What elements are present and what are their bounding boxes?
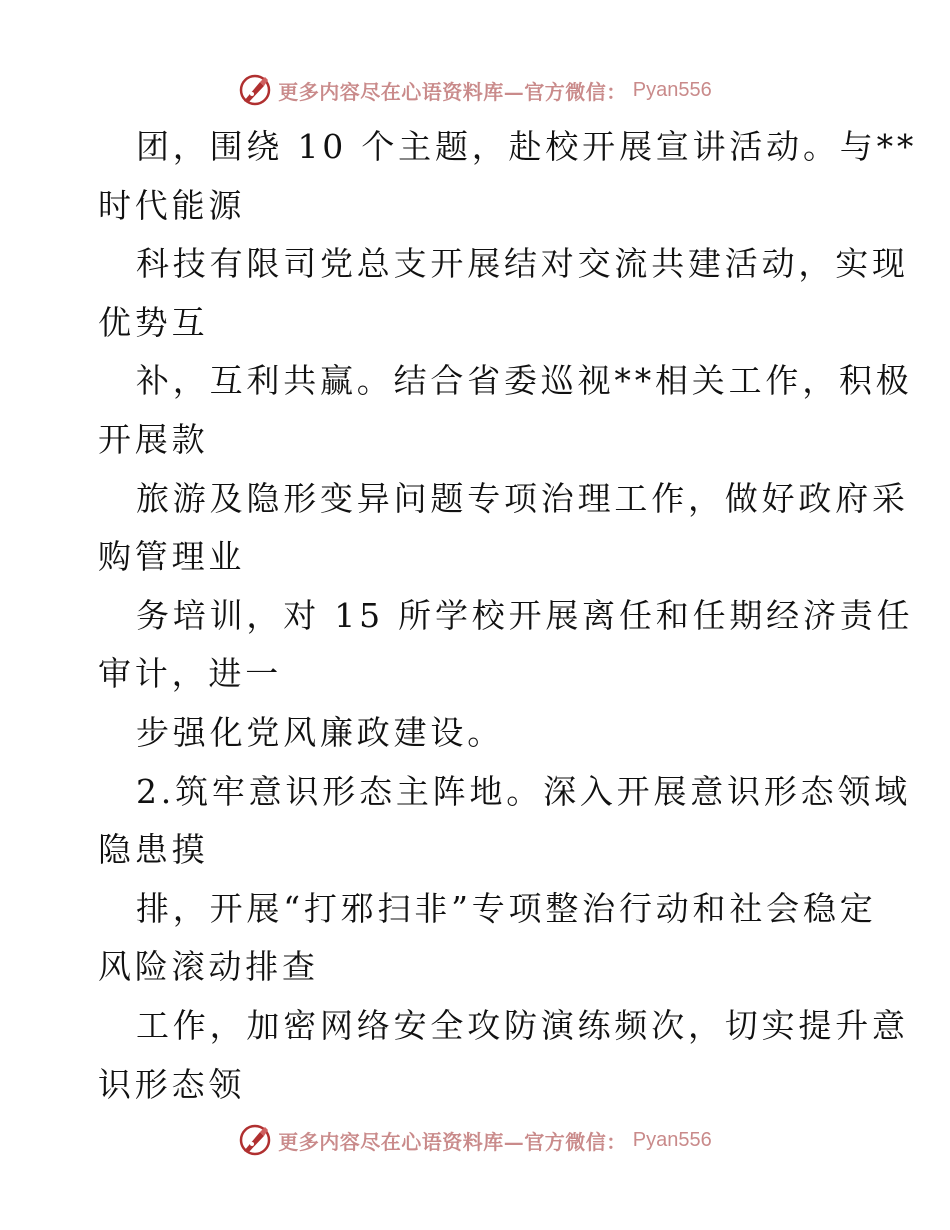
text-line: 隐患摸 <box>98 830 209 870</box>
text-line: 审计，进一 <box>98 654 282 694</box>
text-line: 步强化党风廉政建设。 <box>136 712 504 752</box>
text-line: 开展款 <box>98 419 209 459</box>
footer-watermark <box>0 1120 950 1160</box>
text-line: 风险滚动排查 <box>98 947 319 987</box>
header-watermark <box>0 70 950 110</box>
text-line: 排，开展“打邪扫非”专项整治行动和社会稳定 <box>136 888 877 928</box>
watermark-wechat-id: Pyan556 <box>632 1128 712 1151</box>
text-line: 优势互 <box>98 302 209 342</box>
text-line: 补，互利共赢。结合省委巡视**相关工作，积极 <box>136 361 913 401</box>
text-line: 工作，加密网络安全攻防演练频次，切实提升意 <box>136 1005 909 1045</box>
document-body <box>98 118 918 1114</box>
pen-nib-logo-icon <box>238 1123 272 1157</box>
watermark-text: 更多内容尽在心语资料库—官方微信： <box>278 79 627 104</box>
text-line: 务培训，对 15 所学校开展离任和任期经济责任 <box>136 595 914 635</box>
text-line: 科技有限司党总支开展结对交流共建活动，实现 <box>136 244 909 284</box>
text-line: 旅游及隐形变异问题专项治理工作，做好政府采 <box>136 478 909 518</box>
pen-nib-logo-icon <box>238 73 272 107</box>
text-line: 时代能源 <box>98 185 246 225</box>
watermark-wechat-id: Pyan556 <box>632 78 712 101</box>
text-line: 识形态领 <box>98 1064 246 1104</box>
text-line: 团，围绕 10 个主题，赴校开展宣讲活动。与** <box>136 127 918 166</box>
text-line: 购管理业 <box>98 537 246 577</box>
text-line: 2.筑牢意识形态主阵地。深入开展意识形态领域 <box>136 771 912 811</box>
watermark-text: 更多内容尽在心语资料库—官方微信： <box>278 1129 627 1154</box>
